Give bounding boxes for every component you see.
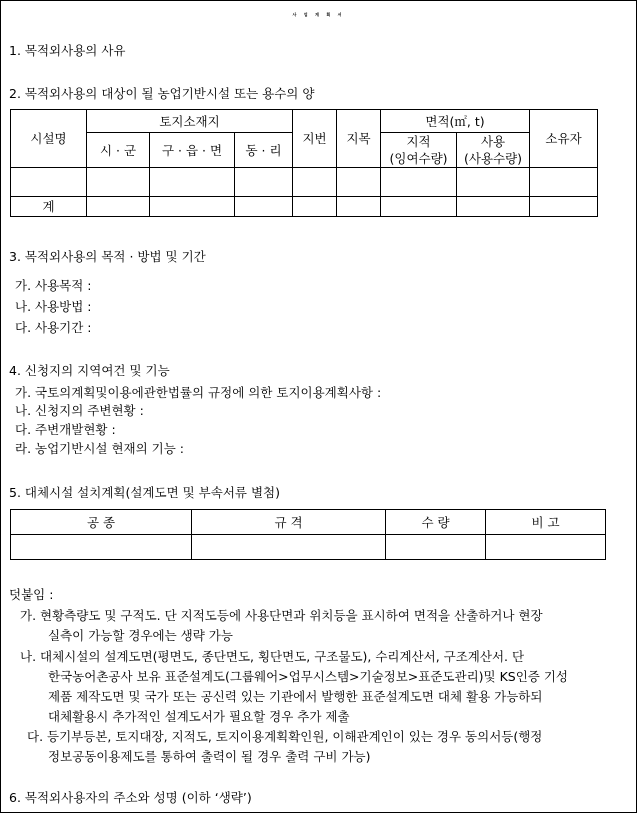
section-3-item-period: 다. 사용기간 : <box>15 320 92 335</box>
col-jijeok-sub: (잉여수량) <box>389 151 448 166</box>
attachment-ga-line-1: 가. 현황측량도 및 구적도. 단 지적도등에 사용단면과 위치등을 표시하여 면적을 산출하거나 현장 <box>20 608 543 623</box>
section-2-heading: 2. 목적외사용의 대상이 될 농업기반시설 또는 용수의 양 <box>9 86 315 101</box>
replacement-table <box>10 509 606 560</box>
col-qty: 수 량 <box>386 510 486 535</box>
page-title: 사 업 계 획 서 <box>292 12 345 17</box>
col-si-gun: 시 · 군 <box>87 133 150 168</box>
section-4-item-landuse: 가. 국토의계획및이용에관한법률의 규정에 의한 토지이용계획사항 : <box>15 385 382 400</box>
section-4-item-development: 다. 주변개발현황 : <box>15 422 116 437</box>
col-dong-ri: 동 · 리 <box>235 133 293 168</box>
col-location: 토지소재지 <box>87 110 293 133</box>
col-jijeok-label: 지적 <box>406 134 431 149</box>
facility-table <box>10 109 598 217</box>
section-4-item-surroundings: 나. 신청지의 주변현황 : <box>15 403 144 418</box>
table-row <box>11 168 598 197</box>
col-jijeok <box>381 133 457 168</box>
section-5-heading: 5. 대체시설 설치계획(설계도면 및 부속서류 별첨) <box>9 485 280 500</box>
total-row <box>11 197 598 217</box>
col-usage <box>457 133 530 168</box>
table-row <box>11 535 606 560</box>
col-usage-sub: (사용수량) <box>464 151 523 166</box>
section-4-item-function: 라. 농업기반시설 현재의 기능 : <box>15 441 184 456</box>
section-3-item-purpose: 가. 사용목적 : <box>15 278 92 293</box>
section-4-heading: 4. 신청지의 지역여건 및 기능 <box>9 363 170 378</box>
attachment-na-line-4: 대체활용시 추가적인 설계도서가 필요할 경우 추가 제출 <box>48 709 350 724</box>
col-usage-label: 사용 <box>480 134 506 149</box>
section-1-heading: 1. 목적외사용의 사유 <box>9 43 126 58</box>
col-spec: 규 격 <box>192 510 386 535</box>
total-label: 계 <box>11 197 87 217</box>
col-jibeon: 지번 <box>293 110 337 168</box>
section-3-heading: 3. 목적외사용의 목적 · 방법 및 기간 <box>9 249 206 264</box>
col-area: 면적(㎡, t) <box>381 110 530 133</box>
attachment-na-line-2: 한국농어촌공사 보유 표준설계도(그룹웨어>업무시스템>기술정보>표준도관리)및 KS인증 기성 <box>48 669 568 684</box>
col-owner: 소유자 <box>530 110 598 168</box>
attachment-na-line-3: 제품 제작도면 및 국가 또는 공신력 있는 기관에서 발행한 표준설계도면 대체 활용 가능하되 <box>48 689 543 704</box>
col-note: 비 고 <box>486 510 606 535</box>
attachment-ga-line-2: 실측이 가능할 경우에는 생략 가능 <box>48 628 233 643</box>
section-3-item-method: 나. 사용방법 : <box>15 299 92 314</box>
section-6-heading: 6. 목적외사용자의 주소와 성명 (이하 ‘생략’) <box>9 790 252 805</box>
col-jimok: 지목 <box>337 110 381 168</box>
col-facility-name: 시설명 <box>11 110 87 168</box>
attachment-da-line-1: 다. 등기부등본, 토지대장, 지적도, 토지이용계획확인원, 이해관계인이 있는 경우 동의서등(행정 <box>27 729 543 744</box>
col-gu-eup-myeon: 구 · 읍 · 면 <box>150 133 235 168</box>
col-work: 공 종 <box>11 510 192 535</box>
attachment-na-line-1: 나. 대체시설의 설계도면(평면도, 종단면도, 횡단면도, 구조물도), 수리계산서, 구조계산서. 단 <box>20 649 525 664</box>
attachment-heading: 덧붙임 : <box>9 587 54 602</box>
attachment-da-line-2: 정보공동이용제도를 통하여 출력이 될 경우 출력 구비 가능) <box>48 749 371 764</box>
